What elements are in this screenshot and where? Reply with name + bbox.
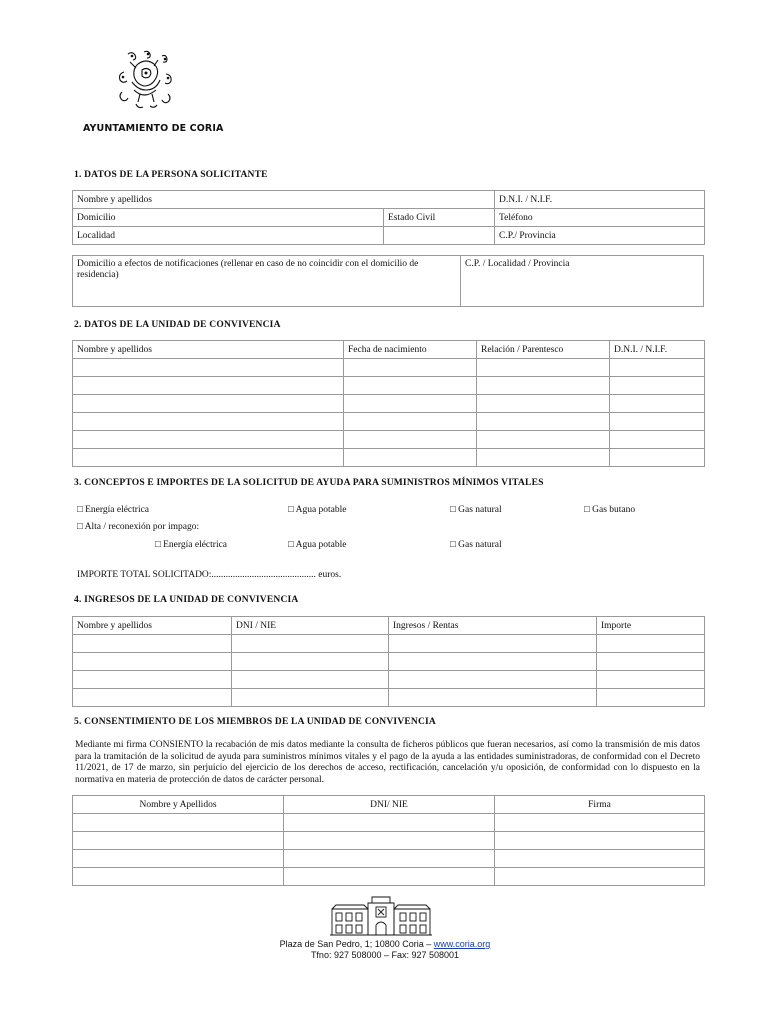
table-cell[interactable]: [495, 814, 705, 832]
table-cell[interactable]: [389, 635, 597, 653]
consent-header-signature: Firma: [495, 796, 705, 814]
applicant-dni-field[interactable]: D.N.I. / N.I.F.: [495, 191, 705, 209]
table-cell[interactable]: [73, 689, 232, 707]
table-cell[interactable]: [284, 814, 495, 832]
table-row: [73, 689, 705, 707]
table-cell[interactable]: [610, 431, 705, 449]
footer-address-text: Plaza de San Pedro, 1; 10800 Coria –: [279, 939, 434, 949]
table-row: [73, 359, 705, 377]
table-cell[interactable]: [73, 377, 344, 395]
applicant-postcode-field[interactable]: C.P./ Provincia: [495, 227, 705, 245]
table-row: [73, 868, 705, 886]
table-row: [73, 814, 705, 832]
table-cell[interactable]: [610, 377, 705, 395]
table-cell[interactable]: [610, 359, 705, 377]
table-row: [73, 395, 705, 413]
table-row: [73, 377, 705, 395]
table-row: [73, 449, 705, 467]
table-cell[interactable]: [73, 814, 284, 832]
table-cell[interactable]: [73, 832, 284, 850]
checkbox-reconnect-electricity[interactable]: □ Energía eléctrica: [155, 540, 228, 550]
applicant-civil-status-field[interactable]: Estado Civil: [384, 209, 495, 227]
table-row: [73, 832, 705, 850]
table-cell[interactable]: [344, 395, 477, 413]
section1-title: 1. DATOS DE LA PERSONA SOLICITANTE: [74, 170, 268, 180]
table-cell[interactable]: [344, 431, 477, 449]
checkbox-butane-gas[interactable]: □ Gas butano: [584, 505, 636, 515]
table-row: [73, 671, 705, 689]
table-cell[interactable]: [344, 377, 477, 395]
table-cell[interactable]: [597, 689, 705, 707]
table-cell[interactable]: [597, 653, 705, 671]
table-cell[interactable]: [389, 653, 597, 671]
household-header-row: [73, 341, 705, 359]
income-header-dni: DNI / NIE: [232, 617, 389, 635]
household-header-dni: D.N.I. / N.I.F.: [610, 341, 705, 359]
table-cell[interactable]: [477, 377, 610, 395]
section4-title: 4. INGRESOS DE LA UNIDAD DE CONVIVENCIA: [74, 595, 299, 605]
table-cell[interactable]: [73, 850, 284, 868]
footer-phones: Tfno: 927 508000 – Fax: 927 508001: [310, 950, 460, 960]
table-cell[interactable]: [495, 832, 705, 850]
website-link[interactable]: www.coria.org: [433, 939, 491, 949]
table-cell[interactable]: [344, 413, 477, 431]
household-header-birth: Fecha de nacimiento: [344, 341, 477, 359]
table-cell[interactable]: [610, 413, 705, 431]
income-header-row: [73, 617, 705, 635]
section2-title: 2. DATOS DE LA UNIDAD DE CONVIVENCIA: [74, 320, 281, 330]
table-cell[interactable]: [344, 449, 477, 467]
checkbox-electricity[interactable]: □ Energía eléctrica: [77, 505, 150, 515]
table-row: [73, 653, 705, 671]
applicant-address-field[interactable]: Domicilio: [73, 209, 384, 227]
table-cell[interactable]: [73, 431, 344, 449]
table-cell[interactable]: [73, 413, 344, 431]
notification-address-label: Domicilio a efectos de notificaciones (rellenar en caso de no coincidir con el domicilio de residencia): [77, 259, 419, 280]
table-cell[interactable]: [73, 449, 344, 467]
applicant-phone-field[interactable]: Teléfono: [495, 209, 705, 227]
consent-header-row: [73, 796, 705, 814]
table-row: [73, 850, 705, 868]
table-cell[interactable]: [73, 395, 344, 413]
table-row: [73, 431, 705, 449]
household-table: [72, 340, 705, 467]
organization-name: AYUNTAMIENTO DE CORIA: [83, 123, 224, 134]
section5-title: 5. CONSENTIMIENTO DE LOS MIEMBROS DE LA UNIDAD DE CONVIVENCIA: [74, 717, 436, 727]
table-cell[interactable]: [344, 359, 477, 377]
table-cell[interactable]: [597, 671, 705, 689]
income-header-name: Nombre y apellidos: [73, 617, 232, 635]
notification-address-field[interactable]: [72, 255, 461, 307]
table-cell[interactable]: [477, 395, 610, 413]
checkbox-reconnect-natural-gas[interactable]: □ Gas natural: [450, 540, 502, 550]
consent-header-dni: DNI/ NIE: [284, 796, 495, 814]
table-cell[interactable]: [73, 868, 284, 886]
table-cell[interactable]: [477, 413, 610, 431]
table-cell[interactable]: [610, 449, 705, 467]
consent-paragraph: Mediante mi firma CONSIENTO la recabación de mis datos mediante la consulta de ficheros públicos que fueran necesarios, así como la transmisión de mis datos para la tramitación de la solicitud de ayuda para suministros mínimos vitales y el pago de la ayuda a las entidades suministradoras, de conformidad con el Decreto 11/2021, de 17 de marzo, sin perjuicio del ejercicio de los derechos de acceso, rectificación, cancelación y/u oposición, de conformidad con lo dispuesto en la normativa en materia de protección de datos de carácter personal.: [75, 740, 700, 785]
table-cell[interactable]: [477, 449, 610, 467]
checkbox-water[interactable]: □ Agua potable: [288, 505, 347, 515]
table-cell[interactable]: [73, 671, 232, 689]
table-cell[interactable]: [284, 850, 495, 868]
table-cell[interactable]: [389, 689, 597, 707]
town-hall-building-icon: [328, 895, 434, 937]
income-header-income: Ingresos / Rentas: [389, 617, 597, 635]
table-cell[interactable]: [389, 671, 597, 689]
table-cell[interactable]: [284, 832, 495, 850]
applicant-name-field[interactable]: Nombre y apellidos: [73, 191, 495, 209]
coat-of-arms-logo: [110, 50, 180, 112]
table-cell[interactable]: [73, 653, 232, 671]
notification-postcode-field[interactable]: [460, 255, 704, 307]
table-cell[interactable]: [597, 635, 705, 653]
table-cell[interactable]: [232, 689, 389, 707]
table-cell[interactable]: [477, 431, 610, 449]
table-cell[interactable]: [477, 359, 610, 377]
total-amount-field[interactable]: IMPORTE TOTAL SOLICITADO:............................................ euros.: [77, 570, 342, 580]
household-header-relation: Relación / Parentesco: [477, 341, 610, 359]
applicant-empty-cell: [384, 227, 495, 245]
table-cell[interactable]: [73, 635, 232, 653]
income-header-amount: Importe: [597, 617, 705, 635]
checkbox-natural-gas[interactable]: □ Gas natural: [450, 505, 502, 515]
table-cell[interactable]: [73, 359, 344, 377]
checkbox-reconnect-water[interactable]: □ Agua potable: [288, 540, 347, 550]
table-cell[interactable]: [495, 868, 705, 886]
table-cell[interactable]: [284, 868, 495, 886]
consent-header-name: Nombre y Apellidos: [73, 796, 284, 814]
checkbox-reconnection[interactable]: □ Alta / reconexión por impago:: [77, 522, 200, 532]
table-row: [73, 635, 705, 653]
table-cell[interactable]: [495, 850, 705, 868]
section3-title: 3. CONCEPTOS E IMPORTES DE LA SOLICITUD DE AYUDA PARA SUMINISTROS MÍNIMOS VITALES: [74, 478, 544, 488]
table-row: [73, 413, 705, 431]
income-table: [72, 616, 705, 707]
household-header-name: Nombre y apellidos: [73, 341, 344, 359]
applicant-town-field[interactable]: Localidad: [73, 227, 384, 245]
table-cell[interactable]: [232, 653, 389, 671]
notification-postcode-label: C.P. / Localidad / Provincia: [465, 259, 570, 269]
applicant-table: [72, 190, 705, 245]
table-cell[interactable]: [610, 395, 705, 413]
table-cell[interactable]: [232, 671, 389, 689]
table-cell[interactable]: [232, 635, 389, 653]
consent-signature-table: [72, 795, 705, 886]
footer-address: [0, 939, 770, 949]
